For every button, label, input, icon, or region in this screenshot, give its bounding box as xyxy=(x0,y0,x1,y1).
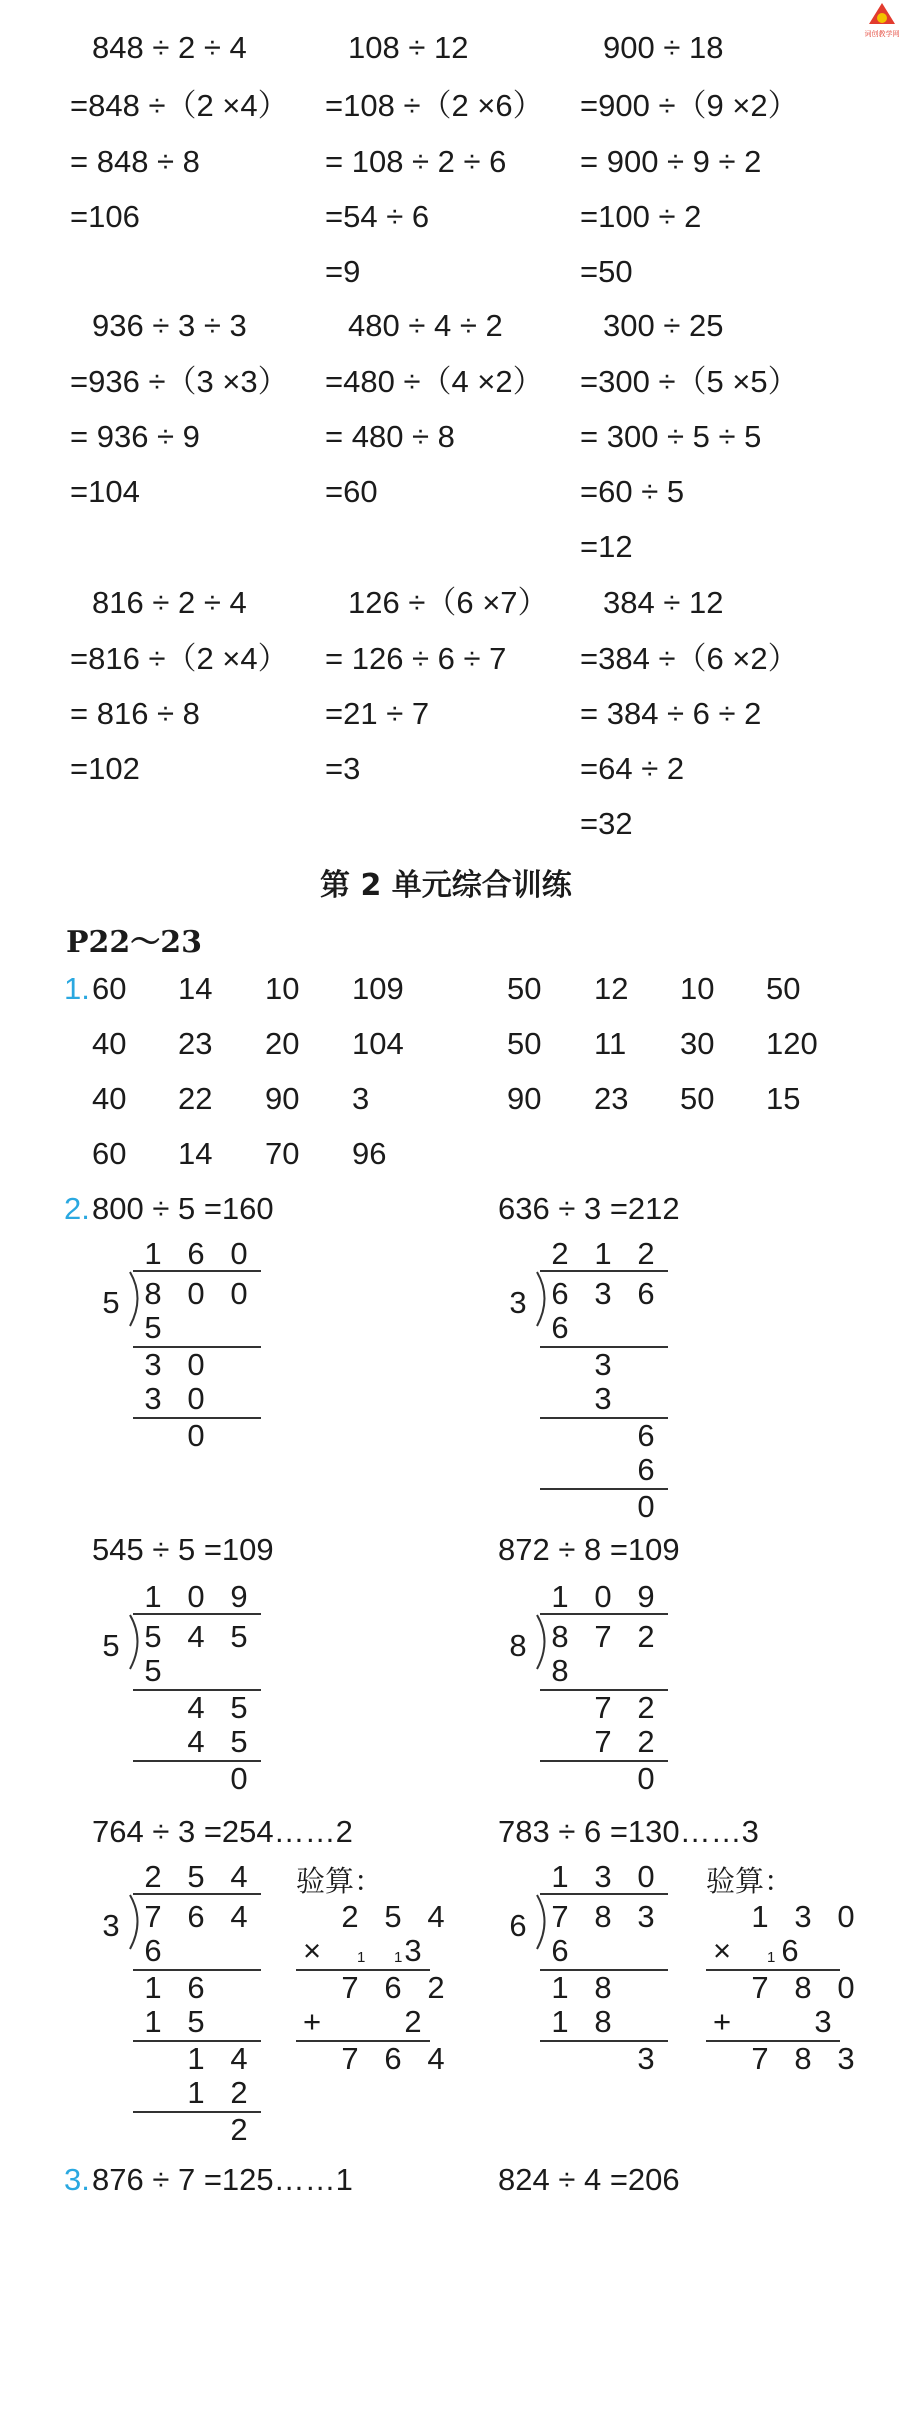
multiply-sign: × xyxy=(712,1933,732,1968)
equation: 636 ÷ 3 =212 xyxy=(498,1191,680,1226)
calc-line: = 816 ÷ 8 xyxy=(70,696,200,731)
dividend-digit: 7 xyxy=(551,1899,569,1934)
calc-line: =64 ÷ 2 xyxy=(580,751,685,786)
section-title: 第 2 单元综合训练 xyxy=(320,868,572,903)
quotient-digit: 1 xyxy=(144,1579,162,1614)
check-digit: 6 xyxy=(384,2041,402,2076)
calc-line: =102 xyxy=(70,751,140,786)
step-digit: 7 xyxy=(594,1724,612,1759)
calc-line: =848 ÷（2 ×4） xyxy=(70,88,289,123)
dividend-digit: 5 xyxy=(230,1619,248,1654)
calc-line: 900 ÷ 18 xyxy=(603,30,724,65)
check-digit: 3 xyxy=(814,2004,832,2039)
check-digit: 2 xyxy=(427,1970,445,2005)
check-digit: 8 xyxy=(794,2041,812,2076)
page-ref: P22～23 xyxy=(66,925,203,960)
quotient-digit: 4 xyxy=(230,1859,248,1894)
dividend-digit: 5 xyxy=(144,1619,162,1654)
equation: 876 ÷ 7 =125……1 xyxy=(92,2162,353,2197)
question-number: 3. xyxy=(64,2162,90,2197)
calc-line: = 108 ÷ 2 ÷ 6 xyxy=(325,144,507,179)
dividend-digit: 8 xyxy=(551,1619,569,1654)
quotient-digit: 1 xyxy=(144,1236,162,1271)
quotient-digit: 0 xyxy=(230,1236,248,1271)
answer-value: 20 xyxy=(265,1026,300,1061)
calc-line: =300 ÷（5 ×5） xyxy=(580,364,799,399)
quotient-digit: 1 xyxy=(551,1859,569,1894)
divisor: 3 xyxy=(102,1908,120,1943)
calc-line: = 900 ÷ 9 ÷ 2 xyxy=(580,144,762,179)
calc-line: =54 ÷ 6 xyxy=(325,199,430,234)
check-digit: 6 xyxy=(384,1970,402,2005)
step-digit: 1 xyxy=(144,1970,162,2005)
quotient-digit: 2 xyxy=(551,1236,569,1271)
check-digit: 8 xyxy=(794,1970,812,2005)
equation: 800 ÷ 5 =160 xyxy=(92,1191,274,1226)
answer-value: 10 xyxy=(680,971,715,1006)
check-label: 验算： xyxy=(296,1864,384,1898)
calc-line: =480 ÷（4 ×2） xyxy=(325,364,544,399)
step-digit: 0 xyxy=(187,1381,205,1416)
check-digit: 3 xyxy=(404,1933,422,1968)
calc-line: 126 ÷（6 ×7） xyxy=(348,585,549,620)
question-number: 2. xyxy=(64,1191,90,1226)
publisher-logo xyxy=(862,2,902,42)
step-digit: 0 xyxy=(187,1347,205,1382)
check-digit: 7 xyxy=(341,2041,359,2076)
svg-text:词创教学网: 词创教学网 xyxy=(864,30,900,38)
step-digit: 6 xyxy=(144,1933,162,1968)
quotient-digit: 5 xyxy=(187,1859,205,1894)
dividend-digit: 0 xyxy=(230,1276,248,1311)
calc-line: =384 ÷（6 ×2） xyxy=(580,641,799,676)
divisor: 3 xyxy=(509,1285,527,1320)
equation: 783 ÷ 6 =130……3 xyxy=(498,1814,759,1849)
check-digit: 5 xyxy=(384,1899,402,1934)
step-digit: 6 xyxy=(187,1970,205,2005)
step-digit: 1 xyxy=(144,2004,162,2039)
step-digit: 2 xyxy=(230,2112,248,2147)
step-digit: 5 xyxy=(187,2004,205,2039)
calc-line: 480 ÷ 4 ÷ 2 xyxy=(348,308,503,343)
quotient-digit: 0 xyxy=(187,1579,205,1614)
answer-value: 40 xyxy=(92,1081,127,1116)
step-digit: 2 xyxy=(637,1724,655,1759)
calc-line: =816 ÷（2 ×4） xyxy=(70,641,289,676)
step-digit: 1 xyxy=(551,2004,569,2039)
dividend-digit: 7 xyxy=(594,1619,612,1654)
step-digit: 3 xyxy=(594,1347,612,1382)
answer-value: 10 xyxy=(265,971,300,1006)
calc-line: 848 ÷ 2 ÷ 4 xyxy=(92,30,247,65)
calc-line: 816 ÷ 2 ÷ 4 xyxy=(92,585,247,620)
step-digit: 0 xyxy=(637,1761,655,1796)
calc-line: =104 xyxy=(70,474,140,509)
dividend-digit: 6 xyxy=(637,1276,655,1311)
step-digit: 5 xyxy=(230,1724,248,1759)
answer-value: 120 xyxy=(766,1026,818,1061)
calc-line: =108 ÷（2 ×6） xyxy=(325,88,544,123)
dividend-digit: 4 xyxy=(187,1619,205,1654)
quotient-digit: 2 xyxy=(637,1236,655,1271)
calc-line: = 848 ÷ 8 xyxy=(70,144,200,179)
calc-line: =100 ÷ 2 xyxy=(580,199,702,234)
calc-line: =12 xyxy=(580,529,633,564)
divisor: 5 xyxy=(102,1285,120,1320)
answer-value: 70 xyxy=(265,1136,300,1171)
step-digit: 8 xyxy=(551,1653,569,1688)
step-digit: 1 xyxy=(551,1970,569,2005)
step-digit: 3 xyxy=(637,2041,655,2076)
quotient-digit: 0 xyxy=(637,1859,655,1894)
answer-value: 23 xyxy=(178,1026,213,1061)
carry-digit: 1 xyxy=(394,1949,403,1966)
check-digit: 4 xyxy=(427,1899,445,1934)
answer-value: 104 xyxy=(352,1026,404,1061)
step-digit: 6 xyxy=(551,1310,569,1345)
step-digit: 4 xyxy=(187,1724,205,1759)
quotient-digit: 9 xyxy=(230,1579,248,1614)
answer-value: 30 xyxy=(680,1026,715,1061)
carry-digit: 1 xyxy=(767,1949,776,1966)
quotient-digit: 6 xyxy=(187,1236,205,1271)
dividend-digit: 3 xyxy=(637,1899,655,1934)
question-number: 1. xyxy=(64,971,90,1006)
check-digit: 2 xyxy=(341,1899,359,1934)
answer-value: 60 xyxy=(92,1136,127,1171)
check-digit: 0 xyxy=(837,1970,855,2005)
answer-value: 50 xyxy=(507,1026,542,1061)
answer-value: 11 xyxy=(594,1026,627,1061)
dividend-digit: 3 xyxy=(594,1276,612,1311)
calc-line: =3 xyxy=(325,751,361,786)
calc-line: =936 ÷（3 ×3） xyxy=(70,364,289,399)
step-digit: 7 xyxy=(594,1690,612,1725)
calc-line: = 936 ÷ 9 xyxy=(70,419,200,454)
calc-line: = 480 ÷ 8 xyxy=(325,419,455,454)
equation: 545 ÷ 5 =109 xyxy=(92,1532,274,1567)
equation: 872 ÷ 8 =109 xyxy=(498,1532,680,1567)
calc-line: 108 ÷ 12 xyxy=(348,30,469,65)
divisor: 6 xyxy=(509,1908,527,1943)
quotient-digit: 0 xyxy=(594,1579,612,1614)
step-digit: 0 xyxy=(637,1489,655,1524)
calc-line: =32 xyxy=(580,806,633,841)
step-digit: 1 xyxy=(187,2041,205,2076)
step-digit: 4 xyxy=(187,1690,205,1725)
calc-line: = 126 ÷ 6 ÷ 7 xyxy=(325,641,507,676)
check-digit: 7 xyxy=(751,2041,769,2076)
plus-sign: + xyxy=(712,2004,732,2039)
quotient-digit: 9 xyxy=(637,1579,655,1614)
answer-value: 12 xyxy=(594,971,629,1006)
calc-line: =50 xyxy=(580,254,633,289)
step-digit: 6 xyxy=(637,1418,655,1453)
answer-value: 90 xyxy=(265,1081,300,1116)
step-digit: 8 xyxy=(594,1970,612,2005)
check-digit: 3 xyxy=(794,1899,812,1934)
answer-value: 60 xyxy=(92,971,127,1006)
dividend-digit: 0 xyxy=(187,1276,205,1311)
answer-value: 15 xyxy=(766,1081,801,1116)
check-digit: 6 xyxy=(781,1933,799,1968)
step-digit: 6 xyxy=(637,1452,655,1487)
step-digit: 2 xyxy=(637,1690,655,1725)
equation: 824 ÷ 4 =206 xyxy=(498,2162,680,2197)
step-digit: 0 xyxy=(230,1761,248,1796)
calc-line: 936 ÷ 3 ÷ 3 xyxy=(92,308,247,343)
calc-line: =9 xyxy=(325,254,361,289)
dividend-digit: 7 xyxy=(144,1899,162,1934)
step-digit: 0 xyxy=(187,1418,205,1453)
calc-line: =60 ÷ 5 xyxy=(580,474,685,509)
step-digit: 5 xyxy=(230,1690,248,1725)
check-digit: 7 xyxy=(751,1970,769,2005)
quotient-digit: 3 xyxy=(594,1859,612,1894)
check-digit: 2 xyxy=(404,2004,422,2039)
answer-value: 50 xyxy=(680,1081,715,1116)
step-digit: 8 xyxy=(594,2004,612,2039)
check-digit: 7 xyxy=(341,1970,359,2005)
quotient-digit: 1 xyxy=(551,1579,569,1614)
dividend-digit: 6 xyxy=(187,1899,205,1934)
check-digit: 3 xyxy=(837,2041,855,2076)
step-digit: 1 xyxy=(187,2075,205,2110)
step-digit: 6 xyxy=(551,1933,569,1968)
dividend-digit: 6 xyxy=(551,1276,569,1311)
answer-value: 40 xyxy=(92,1026,127,1061)
step-digit: 2 xyxy=(230,2075,248,2110)
dividend-digit: 8 xyxy=(594,1899,612,1934)
check-digit: 4 xyxy=(427,2041,445,2076)
answer-value: 3 xyxy=(352,1081,370,1116)
step-digit: 3 xyxy=(144,1381,162,1416)
answer-value: 90 xyxy=(507,1081,542,1116)
calc-line: =106 xyxy=(70,199,140,234)
divisor: 8 xyxy=(509,1628,527,1663)
multiply-sign: × xyxy=(302,1933,322,1968)
calc-line: 300 ÷ 25 xyxy=(603,308,724,343)
answer-value: 109 xyxy=(352,971,404,1006)
step-digit: 3 xyxy=(144,1347,162,1382)
dividend-digit: 4 xyxy=(230,1899,248,1934)
step-digit: 5 xyxy=(144,1653,162,1688)
answer-value: 50 xyxy=(766,971,801,1006)
check-digit: 1 xyxy=(751,1899,769,1934)
answer-value: 22 xyxy=(178,1081,213,1116)
check-label: 验算： xyxy=(706,1864,794,1898)
dividend-digit: 2 xyxy=(637,1619,655,1654)
calc-line: 384 ÷ 12 xyxy=(603,585,724,620)
calc-line: = 300 ÷ 5 ÷ 5 xyxy=(580,419,762,454)
answer-value: 14 xyxy=(178,1136,213,1171)
step-digit: 5 xyxy=(144,1310,162,1345)
step-digit: 4 xyxy=(230,2041,248,2076)
answer-value: 50 xyxy=(507,971,542,1006)
calc-line: =21 ÷ 7 xyxy=(325,696,430,731)
answer-value: 96 xyxy=(352,1136,387,1171)
check-digit: 0 xyxy=(837,1899,855,1934)
plus-sign: + xyxy=(302,2004,322,2039)
equation: 764 ÷ 3 =254……2 xyxy=(92,1814,353,1849)
calc-line: =60 xyxy=(325,474,378,509)
carry-digit: 1 xyxy=(357,1949,366,1966)
step-digit: 3 xyxy=(594,1381,612,1416)
answer-value: 14 xyxy=(178,971,213,1006)
calc-line: =900 ÷（9 ×2） xyxy=(580,88,799,123)
dividend-digit: 8 xyxy=(144,1276,162,1311)
answer-value: 23 xyxy=(594,1081,629,1116)
quotient-digit: 1 xyxy=(594,1236,612,1271)
quotient-digit: 2 xyxy=(144,1859,162,1894)
divisor: 5 xyxy=(102,1628,120,1663)
calc-line: = 384 ÷ 6 ÷ 2 xyxy=(580,696,762,731)
